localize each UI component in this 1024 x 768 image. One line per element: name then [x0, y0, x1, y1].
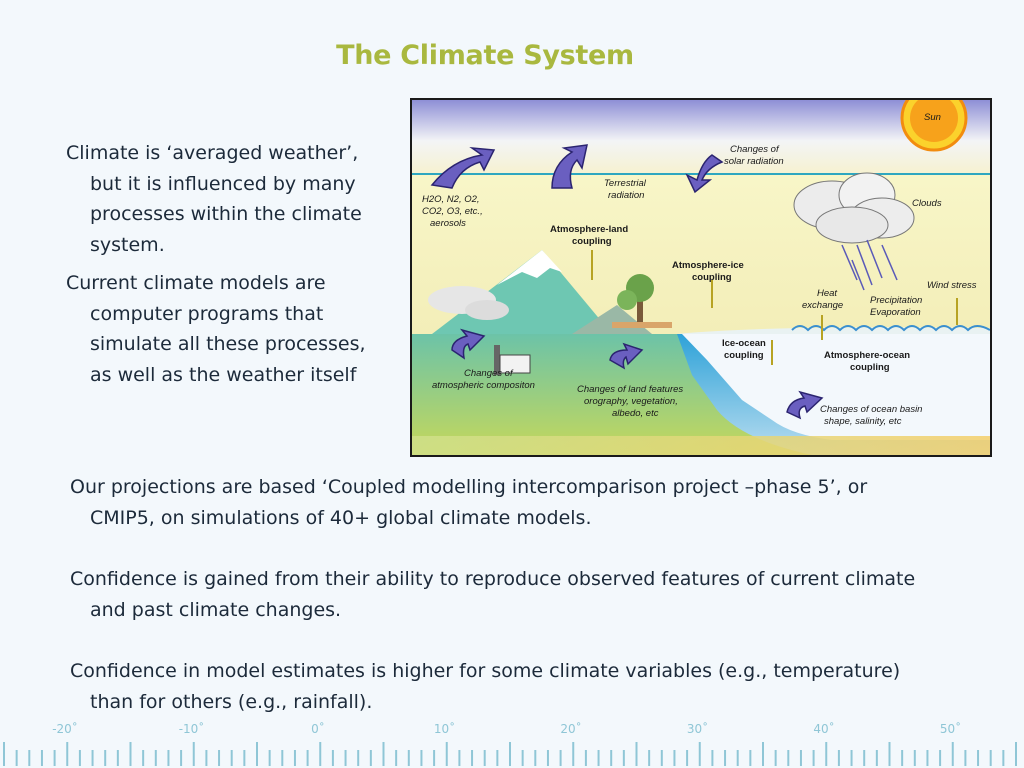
- bullet-cmip5-projections: Our projections are based ‘Coupled modelling intercomparison project –phase 5’, or CMIP5, on simulations of 40+ global climate models.: [70, 476, 868, 529]
- ruler-label: 30˚: [686, 722, 709, 736]
- svg-text:atmospheric compositon: atmospheric compositon: [432, 380, 535, 391]
- svg-text:CO2, O3, etc.,: CO2, O3, etc.,: [422, 206, 483, 217]
- terrestrial-radiation-label: [604, 178, 647, 201]
- ruler-label: 10˚: [433, 722, 456, 736]
- svg-text:Atmosphere-ocean: Atmosphere-ocean: [824, 350, 911, 361]
- svg-text:Changes of: Changes of: [730, 144, 779, 155]
- wind-stress-label: Wind stress: [927, 280, 977, 291]
- bullet-confidence-reproduce: Confidence is gained from their ability to reproduce observed features of current climate and past climate changes.: [70, 568, 916, 621]
- svg-text:Precipitation: Precipitation: [870, 295, 923, 306]
- svg-text:shape, salinity, etc: shape, salinity, etc: [824, 416, 902, 427]
- svg-text:Atmosphere-land: Atmosphere-land: [550, 224, 629, 235]
- bottom-bullet-list: [70, 472, 930, 748]
- ruler-label: 0˚: [311, 722, 325, 736]
- svg-text:aerosols: aerosols: [430, 218, 466, 229]
- svg-text:Evaporation: Evaporation: [870, 307, 921, 318]
- latitude-ruler: [0, 718, 1024, 768]
- ocean-basin-label: [820, 404, 922, 427]
- svg-text:Changes of: Changes of: [464, 368, 513, 379]
- slide-title: The Climate System: [336, 40, 634, 71]
- climate-system-diagram: [410, 98, 992, 457]
- solar-radiation-label: [724, 144, 784, 167]
- svg-text:orography, vegetation,: orography, vegetation,: [584, 396, 678, 407]
- svg-text:Ice-ocean: Ice-ocean: [722, 338, 766, 349]
- sun-icon: [902, 100, 966, 150]
- sun-label: Sun: [924, 112, 941, 123]
- svg-text:Atmosphere-ice: Atmosphere-ice: [672, 260, 744, 271]
- bullet-climate-models: Current climate models are computer programs that simulate all these processes, as well as the weather itself: [66, 272, 366, 386]
- ground-patch: [612, 322, 672, 328]
- svg-text:coupling: coupling: [572, 236, 612, 247]
- svg-text:coupling: coupling: [692, 272, 732, 283]
- svg-text:coupling: coupling: [724, 350, 764, 361]
- ocean-floor: [412, 436, 990, 455]
- svg-text:albedo, etc: albedo, etc: [612, 408, 659, 419]
- clouds-label: Clouds: [912, 198, 942, 209]
- svg-text:Changes of ocean basin: Changes of ocean basin: [820, 404, 923, 415]
- left-bullet-list: [66, 138, 366, 398]
- precipitation-label: [870, 295, 922, 318]
- atmosphere-ocean-label: [824, 350, 910, 373]
- ruler-label: 20˚: [560, 722, 582, 736]
- ruler-label: -20˚: [52, 722, 78, 736]
- svg-text:radiation: radiation: [608, 190, 645, 201]
- svg-text:exchange: exchange: [802, 300, 844, 311]
- ice-ocean-label: [722, 338, 766, 361]
- ruler-label: 50˚: [939, 722, 962, 736]
- bullet-climate-averaged-weather: Climate is ‘averaged weather’, but it is influenced by many processes within the climate system.: [66, 142, 362, 256]
- ruler-label: -10˚: [178, 722, 205, 736]
- ruler-label: 40˚: [813, 722, 835, 736]
- svg-text:Terrestrial: Terrestrial: [604, 178, 646, 189]
- svg-text:Heat: Heat: [817, 288, 838, 299]
- svg-text:H2O, N2, O2,: H2O, N2, O2,: [422, 194, 480, 205]
- bullet-confidence-variables: Confidence in model estimates is higher for some climate variables (e.g., temperature) than for others (e.g., rainfall).: [70, 660, 901, 713]
- svg-text:coupling: coupling: [850, 362, 890, 373]
- svg-text:solar radiation: solar radiation: [724, 156, 784, 167]
- svg-text:Changes of land features: Changes of land features: [577, 384, 684, 395]
